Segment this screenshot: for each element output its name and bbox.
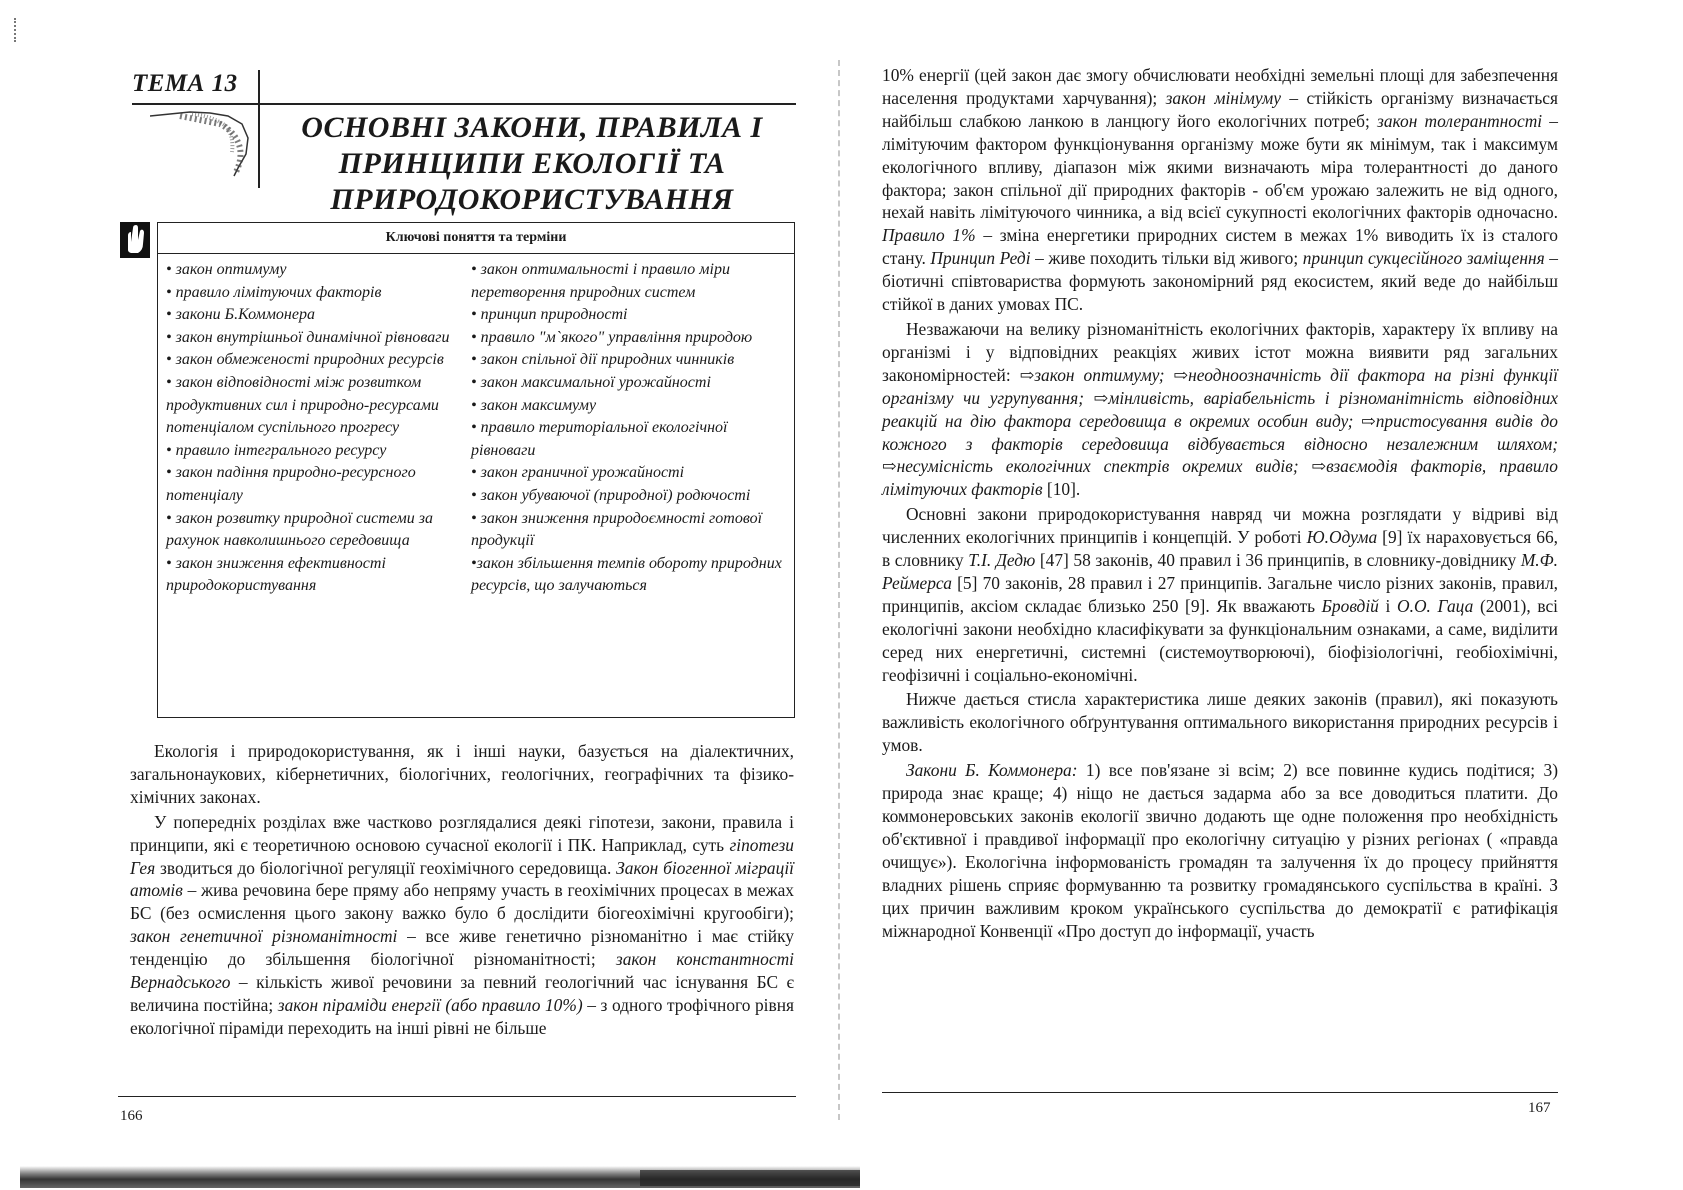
key-terms-column-2 — [471, 259, 789, 598]
term-item: • закони Б.Коммонера — [166, 306, 315, 324]
term-item: • закон розвитку природної системи за рахунок навколишнього середовища — [166, 509, 433, 550]
term-item: • закон максимуму — [471, 396, 597, 414]
key-terms-heading: Ключові поняття та терміни — [158, 223, 794, 254]
term-item: • закон оптимуму — [166, 261, 287, 278]
key-terms-box — [157, 222, 795, 718]
pointing-hand-icon — [120, 222, 150, 258]
left-page — [0, 0, 835, 1190]
left-body-text — [130, 740, 794, 1040]
term-item: •закон збільшення темпів обороту природних ресурсів, що залучаються — [471, 554, 782, 595]
page-number: 166 — [120, 1108, 143, 1124]
header-horizontal-rule — [132, 103, 796, 105]
key-terms-column-1 — [166, 259, 466, 598]
term-item: • правило територіальної екологічної рівноваги — [471, 419, 728, 459]
body-paragraph: Нижче дається стисла характеристика лише деяких законів (правил), які показують важливість екологічного обґрунтування оптимального використання природних ресурсів і умов. — [882, 689, 1558, 756]
term-item: • закон оптимальності і правило міри перетворення природних систем — [471, 261, 730, 301]
term-item: • правило лімітуючих факторів — [166, 283, 382, 301]
body-paragraph: Екологія і природокористування, як і інші науки, базується на діалектичних, загальнонаукових, кібернетичних, біологічних, геологічних, географічних та фізико-хімічних законах. — [130, 741, 794, 807]
body-paragraph: У попередніх розділах вже частково розглядалися деякі гіпотези, закони, правила і принципи, які є теоретичною основою сучасної екології і ПК. Наприклад, суть гіпотези Гея зводиться до біологічної регуляції геохімічного середовища. Закон біогенної міграції атомів – жива речовина бере пряму або непряму участь в геохімічних процесах в межах БС (без осмислення цього закону важко було б дослідити біогеохімічні кругообіги); закон генетичної різноманітності – все живе генетично різноманітно і має стійку тенденцію до збільшення біологічної різноманітності; закон константності Вернадського – кількість живої речовини за певний геологічний час існування БС є величина постійна; закон піраміди енергії (або правило 10%) – з одного трофічного рівня екологічної піраміди переходить на інші рівні не більше — [130, 811, 795, 1038]
term-item: • закон граничної урожайності — [471, 464, 685, 482]
term-item: • закон зниження природоємності готової продукції — [471, 509, 763, 550]
term-item: • принцип природності — [471, 306, 628, 324]
body-paragraph: Незважаючи на велику різноманітність екологічних факторів, характеру їх впливу на організмі і у відповідних реакціях живих істот можна виявити ряд загальних закономірностей: ⇨закон оптимуму; ⇨неодноозначність дії фактора на різні функції організму чи угрупування; ⇨мінливість, варіабельність і різноманітність відповідних реакцій на дію фактора середовища в окремих особин виду; ⇨пристосування видів до кожного з факторів середовища відбувається відносно незалежним шляхом; ⇨несумісність екологічних спектрів окремих видів; ⇨взаємодія факторів, правило лімітуючих факторів [10]. — [882, 318, 1558, 500]
term-item: • закон падіння природно-ресурсного потенціалу — [166, 464, 416, 504]
term-item: • закон спільної дії природних чинників — [471, 351, 735, 369]
header-vertical-rule — [258, 70, 260, 188]
scan-edge-shadow — [640, 1170, 860, 1186]
chapter-title: ОСНОВНІ ЗАКОНИ, ПРАВИЛА І ПРИНЦИПИ ЕКОЛОГІЇ ТА ПРИРОДОКОРИСТУВАННЯ — [301, 111, 763, 216]
footer-rule — [118, 1096, 796, 1097]
page-number: 167 — [1528, 1100, 1551, 1116]
term-item: • закон максимальної урожайності — [471, 373, 711, 391]
term-item: • закон обмеженості природних ресурсів — [166, 351, 444, 369]
right-body-text — [882, 64, 1558, 942]
body-paragraph: Основні закони природокористування навряд чи можна розглядати у відриві від численних екологічних принципів і концепцій. У роботі Ю.Одума [9] їх нараховується 66, в словнику Т.І. Дедю [47] 58 законів, 40 правил і 36 принципів, в словнику-довіднику М.Ф. Реймерса [5] 70 законів, 28 правил і 27 принципів. Загальне число різних законів, правил, принципів, аксіом складає близько 250 [9]. Як вважають Бровдій і О.О. Гаца (2001), всі екологічні закони необхідно класифікувати за функціональним ознаками, а саме, виділити серед них енергетичні, системні (системоутворюючі), біофізіологічні, геобіохімічні, геофізичні і соціально-економічні. — [882, 504, 1559, 685]
term-item: • закон зниження ефективності природокористування — [166, 554, 386, 595]
body-paragraph: 10% енергії (цей закон дає змогу обчислювати необхідні земельні площі для забезпечення населення продуктами харчування); закон мінімуму – стійкість організму визначається найбільш слабкою ланкою в ланцюгу його екологічних потреб; закон толерантності – лімітуючим фактором функціонування організму може бути як мінімум, так і максимум екологічного впливу, діапазон між якими визначають міра толерантності до даного фактора; закон спільної дії природних факторів - об'єм урожаю залежить не від одного, нехай навіть лімітуючого чинника, а від всієї сукупності екологічних факторів одночасно. Правило 1% – зміна енергетики природних систем в межах 1% виводить їх із сталого стану. Принцип Реді – живе походить тільки від живого; принцип сукцесійного заміщення – біотичні співтовариства формують закономірний ряд екосистем, який веде до найбільш стійкої в даних умовах ПС. — [882, 65, 1559, 315]
book-gutter — [838, 60, 842, 1120]
term-item: • закон убуваючої (природної) родючості — [471, 486, 751, 504]
body-paragraph: Закони Б. Коммонера: 1) все пов'язане зі всім; 2) все повинне кудись подітися; 3) природа знає краще; 4) ніщо не дається задарма або за все доводиться платити. До коммонеровських законів екології звично додають ще одне положення про необхідність об'єктивної і правдивої інформації про екологічну ситуацію у різних регіонах ( «правда очищує»). Екологічна інформованість громадян та залучення їх до процесу прийняття владних рішень сприяє формуванню та розвитку громадянського суспільства в країні. З цих причин важливим кроком українського суспільства до демократії є ратифікація міжнародної Конвенції «Про доступ до інформації, участь — [882, 760, 1558, 941]
leaf-ornament-icon — [150, 110, 254, 180]
term-item: • закон відповідності між розвитком продуктивних сил і природно-ресурсами потенціалом суспільного прогресу — [166, 373, 439, 437]
term-item: • правило інтегрального ресурсу — [166, 441, 387, 459]
term-item: • правило "м`якого" управління природою — [471, 328, 753, 346]
chapter-number: ТЕМА 13 — [132, 70, 238, 97]
term-item: • закон внутрішньої динамічної рівноваги — [166, 328, 450, 346]
footer-rule — [882, 1092, 1558, 1093]
